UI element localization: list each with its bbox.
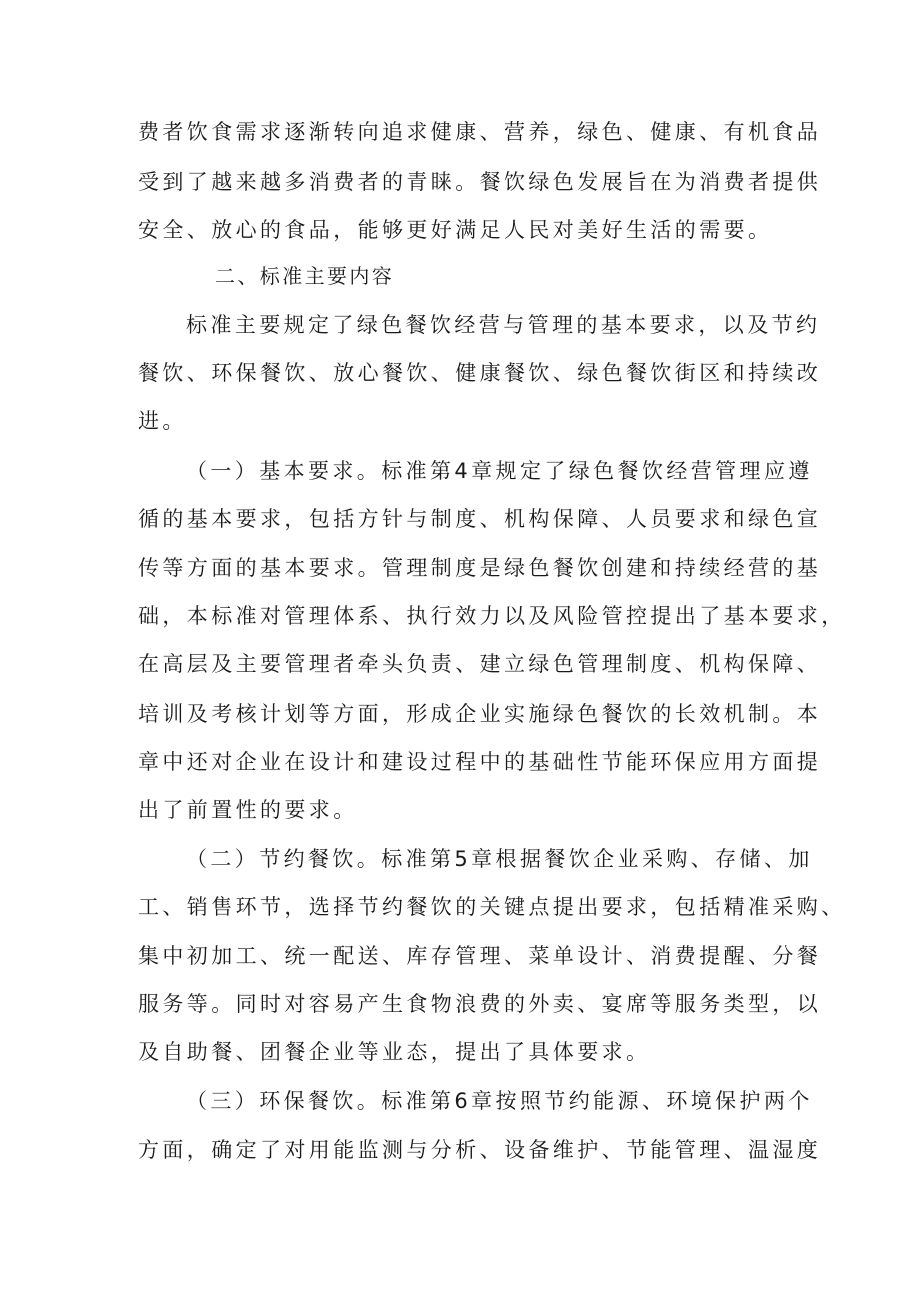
paragraph-line: 餐饮、环保餐饮、放心餐饮、健康餐饮、绿色餐饮街区和持续改 (138, 361, 822, 385)
section-heading: 二、标准主要内容 (215, 264, 395, 288)
paragraph-line: 出了前置性的要求。 (138, 798, 358, 822)
paragraph-line: 传等方面的基本要求。管理制度是绿色餐饮创建和持续经营的基 (138, 556, 822, 580)
paragraph-line: 在高层及主要管理者牵头负责、建立绿色管理制度、机构保障、 (138, 652, 822, 676)
paragraph-line: （二）节约餐饮。标准第5章根据餐饮企业采购、存储、加 (186, 847, 813, 871)
paragraph-line: 章中还对企业在设计和建设过程中的基础性节能环保应用方面提 (138, 750, 822, 774)
paragraph-line: 服务等。同时对容易产生食物浪费的外卖、宴席等服务类型，以 (138, 992, 822, 1016)
paragraph-line: 循的基本要求，包括方针与制度、机构保障、人员要求和绿色宣 (138, 507, 822, 531)
paragraph-line: 进。 (138, 409, 187, 433)
paragraph-line: 及自助餐、团餐企业等业态，提出了具体要求。 (138, 1040, 651, 1064)
paragraph-line: 费者饮食需求逐渐转向追求健康、营养，绿色、健康、有机食品 (138, 120, 822, 144)
paragraph-line: 工、销售环节，选择节约餐饮的关键点提出要求，包括精准采购、 (138, 895, 846, 919)
paragraph-line: 集中初加工、统一配送、库存管理、菜单设计、消费提醒、分餐 (138, 944, 822, 968)
paragraph-line: 安全、放心的食品，能够更好满足人民对美好生活的需要。 (138, 218, 773, 242)
paragraph-line: 受到了越来越多消费者的青睐。餐饮绿色发展旨在为消费者提供 (138, 170, 822, 194)
paragraph-line: （一）基本要求。标准第4章规定了绿色餐饮经营管理应遵 (186, 459, 813, 483)
paragraph-line: 方面，确定了对用能监测与分析、设备维护、节能管理、温湿度 (138, 1138, 822, 1162)
paragraph-line: 础，本标准对管理体系、执行效力以及风险管控提出了基本要求， (138, 604, 846, 628)
paragraph-line: 培训及考核计划等方面，形成企业实施绿色餐饮的长效机制。本 (138, 702, 822, 726)
paragraph-line: 标准主要规定了绿色餐饮经营与管理的基本要求，以及节约 (186, 313, 821, 337)
paragraph-line: （三）环保餐饮。标准第6章按照节约能源、环境保护两个 (186, 1089, 813, 1113)
